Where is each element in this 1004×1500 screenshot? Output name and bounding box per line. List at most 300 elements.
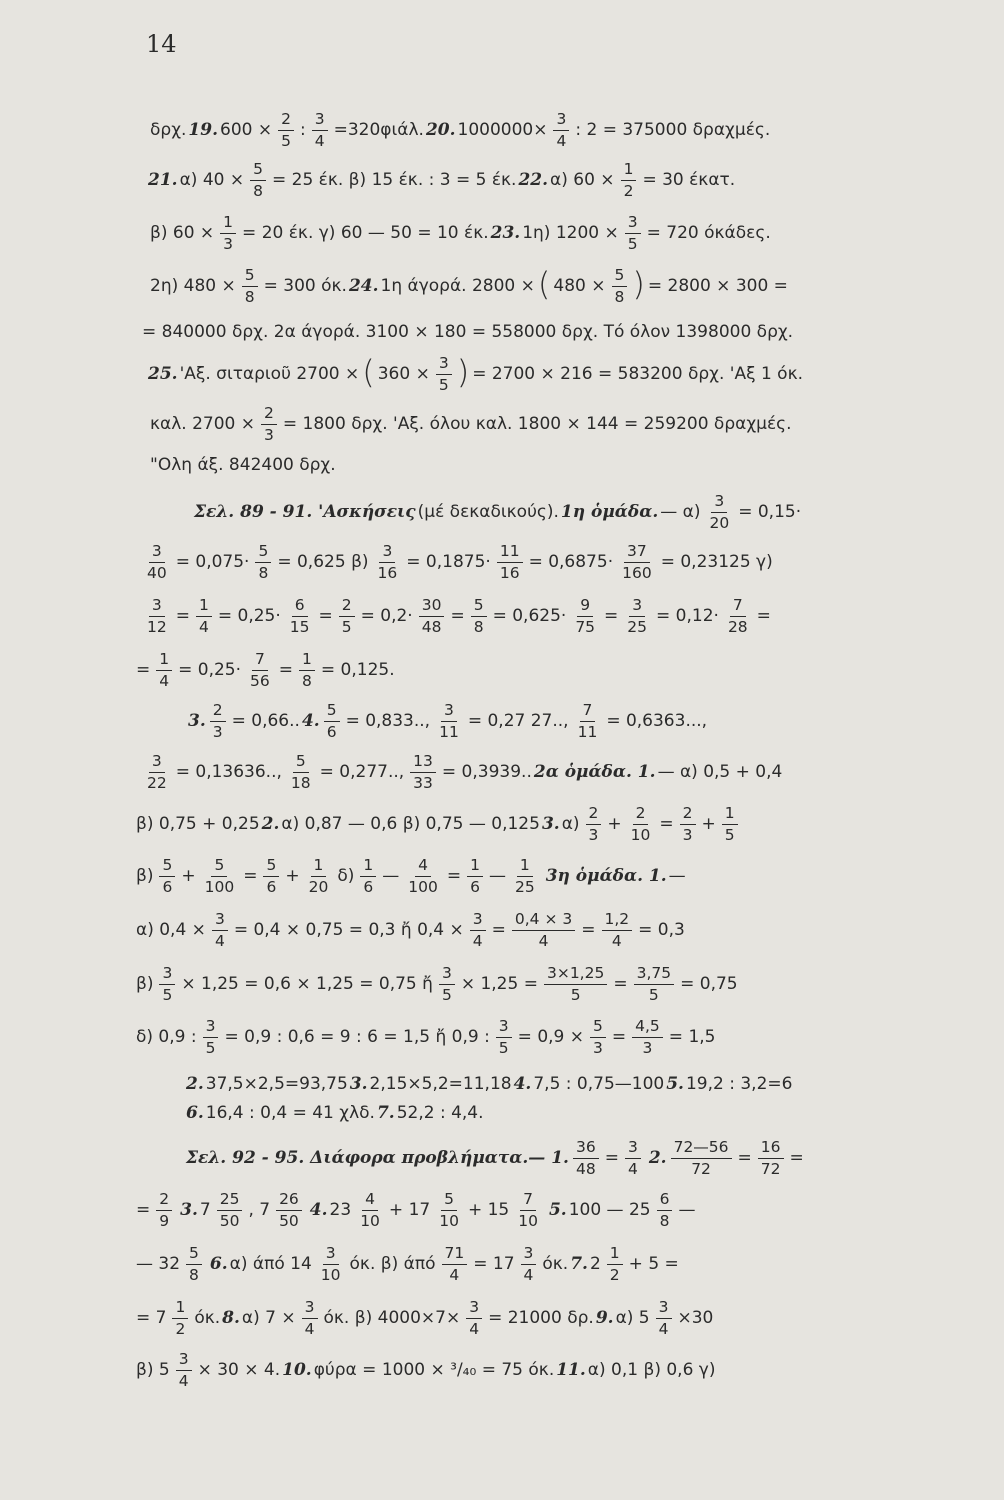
exercise-label: 8. <box>222 1307 240 1328</box>
text-run: = <box>136 659 151 680</box>
fraction <box>156 651 172 689</box>
text-run: = <box>278 659 294 680</box>
text-run: α) 7 × <box>241 1307 296 1328</box>
text-run: 480 × <box>553 275 606 296</box>
numerator: 5 <box>242 267 258 286</box>
exercise-label: 2. <box>261 813 280 834</box>
text-run: α) 40 × <box>179 169 245 190</box>
numerator: 3 <box>323 1245 339 1264</box>
text-run: = 2800 × 300 = <box>647 275 788 296</box>
text-run: × 1,25 = 0,6 × 1,25 = 0,75 ἤ <box>181 973 433 994</box>
text-run: = 21000 δρ. <box>488 1307 594 1328</box>
text-run: — <box>678 1199 696 1220</box>
denominator: 4 <box>304 1319 315 1338</box>
text-run: α) 5 <box>615 1307 650 1328</box>
denominator: 5 <box>627 234 638 253</box>
text-run: = <box>613 973 628 994</box>
numerator: 3 <box>656 1299 672 1318</box>
text-run: = 840000 δρχ. 2α άγορά. 3100 × 180 = 558000 δρχ. Τό όλον 1398000 δρχ. <box>142 321 794 342</box>
text-run: × 1,25 = <box>460 973 538 994</box>
numerator: 3 <box>625 214 641 233</box>
exercise-label: 4. <box>309 1199 328 1220</box>
text-line <box>0 1346 1004 1394</box>
numerator: 25 <box>217 1191 243 1210</box>
fraction <box>515 1191 541 1229</box>
denominator: 3 <box>682 825 693 844</box>
fraction <box>632 1018 663 1056</box>
fraction <box>466 1299 482 1337</box>
text-run: β) 5 <box>136 1359 170 1380</box>
numerator: 2 <box>278 111 294 130</box>
fraction <box>625 214 641 252</box>
denominator: 16 <box>377 563 398 582</box>
text-line <box>0 960 1004 1008</box>
denominator: 8 <box>473 617 484 636</box>
denominator: 3 <box>264 425 274 444</box>
fraction <box>439 965 455 1003</box>
fraction <box>212 911 228 949</box>
text-run: δ) <box>337 865 355 886</box>
fraction <box>263 857 279 895</box>
text-line <box>0 852 1004 900</box>
numerator: 5 <box>471 597 487 616</box>
numerator: 6 <box>657 1191 673 1210</box>
exercise-label: 5. <box>548 1199 567 1220</box>
fraction <box>634 965 675 1003</box>
text-run: = <box>604 1147 619 1168</box>
text-run: = 0,3939.. <box>441 761 532 782</box>
fraction <box>203 1018 219 1056</box>
exercise-label: 2. <box>186 1073 204 1094</box>
numerator: 1 <box>360 857 376 876</box>
fraction <box>656 1299 672 1337</box>
fraction <box>360 857 376 895</box>
text-line <box>0 906 1004 954</box>
fraction <box>247 651 273 689</box>
text-run: + 17 <box>388 1199 431 1220</box>
numerator: 3×1,25 <box>544 965 607 984</box>
numerator: 9 <box>577 597 593 616</box>
text-run: = 0,9 × <box>517 1026 585 1047</box>
denominator: 5 <box>162 985 173 1004</box>
fraction <box>470 911 486 949</box>
fraction <box>496 1018 512 1056</box>
fraction <box>575 702 601 740</box>
denominator: 5 <box>438 375 449 394</box>
text-run: = 0,075· <box>175 551 250 572</box>
text-run: α) <box>561 813 580 834</box>
fraction <box>196 597 212 635</box>
numerator: 3 <box>553 111 569 130</box>
numerator: 4 <box>415 857 431 876</box>
fraction <box>202 857 238 895</box>
numerator: 4 <box>362 1191 378 1210</box>
text-run: = 30 έκατ. <box>642 169 736 190</box>
numerator: 3 <box>149 597 165 616</box>
fraction <box>278 111 294 149</box>
fraction <box>512 911 575 949</box>
text-line <box>0 441 1004 489</box>
text-run: 360 × <box>377 363 430 384</box>
text-run: = <box>611 1026 627 1047</box>
text-run: β) 0,75 + 0,25 <box>136 813 260 834</box>
numerator: 26 <box>276 1191 302 1210</box>
numerator: 3 <box>379 543 395 562</box>
text-line <box>0 1089 1004 1137</box>
numerator: 3,75 <box>634 965 675 984</box>
fraction <box>144 543 170 581</box>
text-run: όκ. β) 4000×7× <box>323 1307 461 1328</box>
text-run: α) 60 × <box>550 169 615 190</box>
exercise-label: 21. <box>148 169 178 190</box>
denominator: 8 <box>614 287 625 306</box>
text-run: = 17 <box>473 1253 515 1274</box>
text-run: α) 0,4 × <box>136 919 206 940</box>
text-run: ×30 <box>677 1307 714 1328</box>
denominator: 40 <box>147 563 167 582</box>
text-run: = 0,75 <box>680 973 738 994</box>
parenthesis: ( <box>537 265 551 303</box>
text-run: όκ. <box>194 1307 221 1328</box>
denominator: 10 <box>630 825 651 844</box>
exercise-label: Σελ. 92 - 95. Διάφορα προβλήματα.— 1. <box>186 1147 569 1168</box>
text-line <box>0 1240 1004 1288</box>
denominator: 75 <box>575 617 596 636</box>
denominator: 4 <box>214 931 225 950</box>
denominator: 25 <box>627 617 648 636</box>
text-run: = <box>737 1147 752 1168</box>
text-run: α) 0,87 — 0,6 β) 0,75 — 0,125 <box>281 813 540 834</box>
text-run: = 1800 δρχ. 'Αξ. όλου καλ. 1800 × 144 = 259200 δραχμές. <box>282 413 792 434</box>
text-run: = 0,625· <box>492 605 567 626</box>
text-run: = 0,125. <box>320 659 395 680</box>
text-run: δρχ. <box>150 119 187 140</box>
exercise-label: 9. <box>595 1307 614 1328</box>
text-run: όκ. β) άπό <box>349 1253 436 1274</box>
text-run: = 0,25· <box>178 659 242 680</box>
fraction <box>410 753 436 791</box>
denominator: 28 <box>727 617 748 636</box>
denominator: 8 <box>659 1211 670 1230</box>
numerator: 2 <box>210 702 226 721</box>
denominator: 4 <box>472 931 483 950</box>
fraction <box>261 405 277 443</box>
denominator: 6 <box>363 877 374 896</box>
numerator: 2 <box>261 405 277 424</box>
text-run: 2η) 480 × <box>150 275 236 296</box>
denominator: 5 <box>648 985 659 1004</box>
denominator: 5 <box>724 825 735 844</box>
numerator: 5 <box>441 1191 457 1210</box>
denominator: 3 <box>212 722 223 741</box>
fraction <box>299 651 315 689</box>
numerator: 3 <box>212 911 228 930</box>
fraction <box>405 857 441 895</box>
numerator: 3 <box>470 911 486 930</box>
text-run: = <box>604 605 619 626</box>
numerator: 7 <box>520 1191 536 1210</box>
fraction <box>159 857 175 895</box>
exercise-label: 3η ὁμάδα. 1. <box>545 865 667 886</box>
text-line <box>0 1294 1004 1342</box>
denominator: 56 <box>250 671 270 690</box>
text-run: = 0,13636.., <box>175 761 282 782</box>
text-run: = 2700 × 216 = 583200 δρχ. 'Αξ 1 όκ. <box>472 363 803 384</box>
numerator: 5 <box>293 753 309 772</box>
text-line <box>0 646 1004 694</box>
numerator: 3 <box>302 1299 318 1318</box>
fraction <box>436 702 462 740</box>
fraction <box>572 597 598 635</box>
numerator: 7 <box>252 651 268 670</box>
exercise-label: 2α ὁμάδα. 1. <box>533 761 656 782</box>
denominator: 10 <box>360 1211 380 1230</box>
exercise-label: 24. <box>348 275 379 296</box>
exercise-label: 20. <box>425 119 456 140</box>
numerator: 5 <box>159 857 175 876</box>
fraction <box>497 543 523 581</box>
text-run: — <box>488 865 506 886</box>
denominator: 10 <box>518 1211 538 1230</box>
numerator: 3 <box>176 1351 192 1370</box>
text-line <box>0 156 1004 204</box>
text-run: β) <box>136 973 154 994</box>
fraction <box>553 111 569 149</box>
page-number: 14 <box>146 30 177 58</box>
denominator: 4 <box>469 1319 480 1338</box>
numerator: 5 <box>590 1018 606 1037</box>
denominator: 9 <box>159 1211 170 1230</box>
text-run: = 25 έκ. β) 15 έκ. : 3 = 5 έκ. <box>271 169 517 190</box>
fraction <box>624 597 650 635</box>
fraction <box>324 702 340 740</box>
denominator: 5 <box>441 985 452 1004</box>
text-line <box>0 262 1004 310</box>
numerator: 2 <box>339 597 355 616</box>
fraction <box>144 753 170 791</box>
text-run: 2,15×5,2=11,18 <box>369 1073 512 1094</box>
numerator: 4,5 <box>632 1018 663 1037</box>
denominator: 8 <box>244 287 255 306</box>
text-line <box>0 106 1004 154</box>
numerator: 0,4 × 3 <box>512 911 575 930</box>
text-run: + 15 <box>467 1199 510 1220</box>
denominator: 10 <box>320 1265 341 1284</box>
fraction <box>467 857 483 895</box>
numerator: 3 <box>436 355 452 374</box>
denominator: 5 <box>281 131 291 150</box>
text-run: = 0,3 <box>638 919 685 940</box>
text-line <box>0 592 1004 640</box>
fraction <box>607 1245 623 1283</box>
text-run: + <box>607 813 622 834</box>
numerator: 3 <box>441 702 457 721</box>
text-run: = 0,6875· <box>528 551 614 572</box>
text-run: = 0,23125 γ) <box>660 551 773 572</box>
fraction <box>210 702 226 740</box>
text-line <box>0 308 1004 356</box>
fraction <box>312 111 328 149</box>
text-run: 16,4 : 0,4 = 41 χλδ. <box>205 1102 375 1123</box>
denominator: 4 <box>523 1265 534 1284</box>
exercise-label: 19. <box>188 119 218 140</box>
text-run: 7,5 : 0,75—100 <box>533 1073 665 1094</box>
fraction <box>159 965 175 1003</box>
denominator: 72 <box>691 1159 711 1178</box>
denominator: 4 <box>556 131 567 150</box>
text-line <box>0 1134 1004 1182</box>
text-run: , 7 <box>248 1199 271 1220</box>
text-line <box>0 1186 1004 1234</box>
fraction <box>419 597 445 635</box>
fraction <box>521 1245 537 1283</box>
denominator: 5 <box>205 1038 216 1057</box>
denominator: 3 <box>588 825 599 844</box>
denominator: 20 <box>308 877 329 896</box>
numerator: 16 <box>758 1139 784 1158</box>
denominator: 12 <box>147 617 167 636</box>
numerator: 36 <box>573 1139 599 1158</box>
denominator: 3 <box>593 1038 603 1057</box>
text-run: 37,5×2,5=93,75 <box>205 1073 348 1094</box>
denominator: 5 <box>498 1038 509 1057</box>
fraction <box>357 1191 383 1229</box>
exercise-label: 2. <box>648 1147 667 1168</box>
text-run: = 7 <box>136 1307 167 1328</box>
numerator: 1 <box>196 597 212 616</box>
numerator: 1 <box>299 651 315 670</box>
fraction <box>722 805 738 843</box>
text-run: — 32 <box>136 1253 181 1274</box>
numerator: 71 <box>442 1245 468 1264</box>
exercise-label: 11. <box>556 1359 586 1380</box>
denominator: 18 <box>290 773 311 792</box>
denominator: 160 <box>622 563 652 582</box>
denominator: 3 <box>642 1038 653 1057</box>
exercise-label: 3. <box>188 710 206 731</box>
text-run: — <box>668 865 686 886</box>
exercise-label: 22. <box>518 169 549 190</box>
text-run: = <box>243 865 258 886</box>
numerator: 3 <box>312 111 328 130</box>
denominator: 4 <box>658 1319 669 1338</box>
numerator: 30 <box>419 597 445 616</box>
numerator: 3 <box>496 1018 512 1037</box>
fraction <box>217 1191 243 1229</box>
exercise-label: 10. <box>282 1359 312 1380</box>
denominator: 3 <box>223 234 234 253</box>
text-line <box>0 697 1004 745</box>
fraction <box>680 805 696 843</box>
denominator: 8 <box>189 1265 199 1284</box>
text-run: + 5 = <box>628 1253 679 1274</box>
text-run: καλ. 2700 × <box>150 413 256 434</box>
numerator: 1 <box>607 1245 623 1264</box>
numerator: 5 <box>612 267 628 286</box>
text-run: = <box>491 919 506 940</box>
denominator: 2 <box>609 1265 620 1284</box>
text-run: 100 — 25 <box>568 1199 651 1220</box>
denominator: 8 <box>302 671 312 690</box>
fraction <box>573 1139 599 1177</box>
text-line <box>0 488 1004 536</box>
fraction <box>172 1299 188 1337</box>
parenthesis: ( <box>362 353 375 391</box>
fraction <box>625 1139 641 1177</box>
text-run: α) άπό 14 <box>229 1253 312 1274</box>
text-run: = 0,1875· <box>406 551 491 572</box>
numerator: 11 <box>497 543 523 562</box>
fraction <box>628 805 654 843</box>
numerator: 7 <box>730 597 746 616</box>
fraction <box>544 965 607 1003</box>
text-run: = 0,12· <box>656 605 719 626</box>
numerator: 3 <box>149 543 165 562</box>
text-line <box>0 800 1004 848</box>
denominator: 25 <box>514 877 535 896</box>
exercise-label: 3. <box>541 813 560 834</box>
text-run: = <box>450 605 465 626</box>
denominator: 4 <box>178 1371 189 1390</box>
fraction <box>706 493 732 531</box>
denominator: 10 <box>439 1211 459 1230</box>
text-run: 600 × <box>220 119 273 140</box>
fraction <box>602 911 633 949</box>
exercise-label: 3. <box>349 1073 368 1094</box>
denominator: 11 <box>577 722 598 741</box>
fraction <box>436 355 452 393</box>
text-line <box>0 538 1004 586</box>
denominator: 2 <box>175 1319 186 1338</box>
denominator: 6 <box>266 877 277 896</box>
numerator: 3 <box>203 1018 219 1037</box>
text-run: β) <box>136 865 154 886</box>
fraction <box>220 214 236 252</box>
denominator: 22 <box>147 773 167 792</box>
numerator: 1 <box>172 1299 188 1318</box>
fraction <box>619 543 655 581</box>
fraction <box>758 1139 784 1177</box>
numerator: 37 <box>624 543 650 562</box>
denominator: 4 <box>627 1159 638 1178</box>
denominator: 72 <box>760 1159 781 1178</box>
fraction <box>512 857 538 895</box>
exercise-label: 4. <box>301 710 320 731</box>
numerator: 1 <box>517 857 533 876</box>
numerator: 3 <box>149 753 165 772</box>
text-run: = 0,833.., <box>345 710 431 731</box>
text-run: = <box>789 1147 804 1168</box>
exercise-label: 3. <box>180 1199 198 1220</box>
fraction <box>586 805 602 843</box>
text-run: × 30 × 4. <box>197 1359 281 1380</box>
text-run: = <box>659 813 674 834</box>
text-run: όκ. <box>542 1253 569 1274</box>
exercise-label: 4. <box>513 1073 532 1094</box>
text-run: 'Αξ. σιταριοῦ 2700 × <box>179 363 360 384</box>
exercise-label: 7. <box>376 1102 395 1123</box>
numerator: 3 <box>439 965 455 984</box>
text-run: = <box>136 1199 151 1220</box>
denominator: 16 <box>499 563 520 582</box>
denominator: 15 <box>289 617 310 636</box>
text-run: + <box>285 865 300 886</box>
text-run: = 0,66.. <box>231 710 300 731</box>
text-run: 19,2 : 3,2=6 <box>685 1073 793 1094</box>
numerator: 5 <box>211 857 227 876</box>
text-run: — <box>382 865 400 886</box>
denominator: 50 <box>279 1211 299 1230</box>
